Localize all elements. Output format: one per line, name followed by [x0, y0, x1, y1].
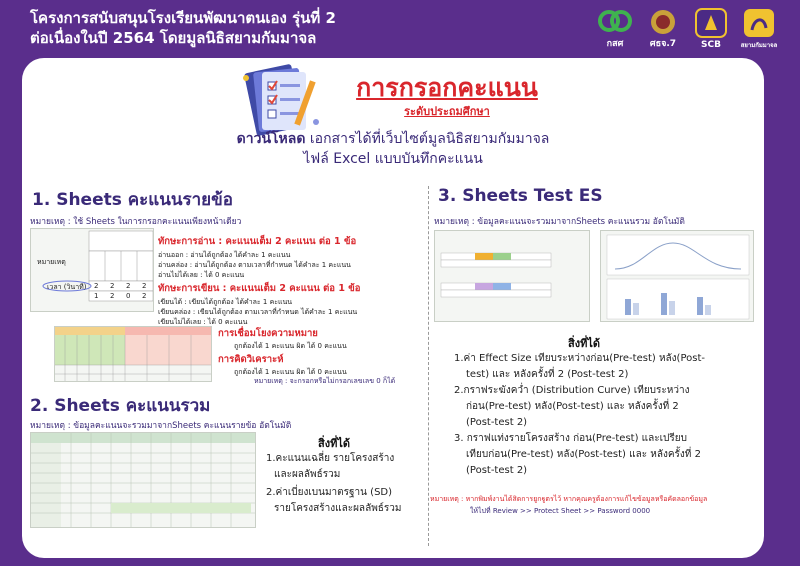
table-cell: 0: [126, 292, 131, 300]
download-bold-label[interactable]: ดาวน์โหลด: [236, 131, 306, 147]
section-divider: [428, 186, 429, 546]
table-cell: 2: [94, 282, 99, 290]
section1-table-thumbnail: [30, 228, 154, 312]
education-area-logo: ศธจ.7: [644, 8, 682, 50]
download-line1: [22, 128, 764, 150]
section3-get-item: 3. กราฟแท่งรายโครงสร้าง ก่อน(Pre-test) และเปรียบ: [454, 433, 687, 444]
writing-skill-line: เขียนได้ : เขียนได้ถูกต้อง ได้คำละ 1 คะแนน: [158, 298, 293, 306]
section2-note: หมายเหตุ : ข้อมูลคะแนนจะรวมมาจากSheets คะแนนรายข้อ อัตโนมัติ: [30, 421, 292, 431]
section2-heading: 2. Sheets คะแนนรวม: [30, 396, 211, 416]
section3-footnote2: ให้ไปที่ Review >> Protect Sheet >> Password 0000: [470, 507, 651, 515]
section3-es-thumbnail: [434, 230, 590, 322]
section3-get-item: 1.ค่า Effect Size เทียบระหว่างก่อน(Pre-test) หลัง(Post-: [454, 353, 705, 364]
table-cell: 1: [94, 292, 99, 300]
calc-skill-title: การคิดวิเคราะห์: [218, 354, 284, 365]
table-cell: 2: [142, 282, 147, 290]
header-title-line2: ต่อเนื่องในปี 2564 โดยมูลนิธิสยามกัมมาจล: [30, 29, 317, 47]
table-label: หมายเหตุ: [37, 258, 66, 266]
writing-skill-line: เขียนไม่ได้เลย : ได้ 0 คะแนน: [158, 318, 248, 326]
table-cell: 2: [126, 282, 131, 290]
table-row-label: เวลา (วินาที): [47, 283, 87, 291]
section2-get-item: รายโครงสร้างและผลลัพธ์รวม: [274, 503, 402, 514]
section3-get-title: สิ่งที่ได้: [568, 337, 601, 350]
writing-skill-line: เขียนคล่อง : เขียนได้ถูกต้อง ตามเวลาที่กำหนด ได้คำละ 1 คะแนน: [158, 308, 358, 316]
main-title: การกรอกคะแนน: [356, 73, 538, 102]
section2-get-title: สิ่งที่ได้: [318, 437, 351, 450]
header-bar: [0, 0, 800, 56]
reading-skill-line: อ่านคล่อง : อ่านได้ถูกต้อง ตามเวลาที่กำหนด ได้คำละ 1 คะแนน: [158, 261, 351, 269]
connect-skill-title: การเชื่อมโยงความหมาย: [218, 328, 318, 339]
section3-get-item: ก่อน(Pre-test) หลัง(Post-test) และ หลังครั้งที่ 2: [466, 401, 679, 412]
header-title-line1: โครงการสนับสนุนโรงเรียนพัฒนาตนเอง รุ่นที่ 2: [30, 9, 336, 27]
section2-get-item: 1.คะแนนเฉลี่ย รายโครงสร้าง: [266, 453, 395, 464]
section2-sheet-thumbnail: [30, 432, 256, 528]
table-cell: 2: [142, 292, 147, 300]
sub-title: ระดับประถมศึกษา: [404, 105, 490, 118]
table-cell: 2: [110, 282, 115, 290]
section3-footnote1: หมายเหตุ : หากพิมพ์งานได้สิดการยูกฐูตรไว้ หากคุณครูต้องการแก้ไขข้อมูลหรือคัดลอกข้อมูล: [430, 495, 708, 503]
section2-get-item: และผลลัพธ์รวม: [274, 469, 341, 480]
reading-skill-line: อ่านไม่ได้เลย : ได้ 0 คะแนน: [158, 271, 245, 279]
section3-get-item: (Post-test 2): [466, 417, 528, 428]
section3-get-item: เทียบก่อน(Pre-test) หลัง(Post-test) และ หลังครั้งที่ 2: [466, 449, 701, 460]
connect-skill-line: ถูกต้องได้ 1 คะแนน ผิด ได้ 0 คะแนน: [234, 342, 347, 350]
siam-kammajol-logo: สยามกัมมาจล: [740, 8, 778, 50]
section3-note: หมายเหตุ : ข้อมูลคะแนนจะรวมมาจากSheets คะแนนรวม อัตโนมัติ: [434, 217, 685, 227]
download-line2: ไฟล์ Excel แบบบันทึกคะแนน: [303, 151, 483, 167]
calc-skill-line: ถูกต้องได้ 1 คะแนน ผิด ได้ 0 คะแนน: [234, 368, 347, 376]
section3-chart-thumbnail: [600, 230, 754, 322]
section1-score-thumbnail: [54, 326, 212, 382]
reading-skill-line: อ่านออก : อ่านได้ถูกต้อง ได้คำละ 1 คะแนน: [158, 251, 291, 259]
section3-heading: 3. Sheets Test ES: [438, 186, 603, 206]
table-cell: 2: [110, 292, 115, 300]
form-checklist-icon: [232, 62, 324, 138]
writing-skill-title: ทักษะการเขียน : คะแนนเต็ม 2 คะแนน ต่อ 1 ข้อ: [158, 283, 361, 294]
section2-get-item: 2.ค่าเบี่ยงเบนมาตรฐาน (SD): [266, 487, 393, 498]
partner-logos: [596, 8, 778, 50]
section1-heading: 1. Sheets คะแนนรายข้อ: [32, 190, 233, 210]
kosor-logo: กสศ: [596, 8, 634, 50]
section1-small-note: หมายเหตุ : จะกรอกหรือไม่กรอกเลขเลข 0 ก็ได้: [254, 377, 396, 385]
section3-get-item: test) และ หลังครั้งที่ 2 (Post-test 2): [466, 369, 629, 380]
scb-logo: SCB: [692, 8, 730, 50]
download-line1-text: เอกสารได้ที่เว็บไซต์มูลนิธิสยามกัมมาจล: [305, 131, 550, 147]
section3-get-item: 2.กราฟระฆังคว่ำ (Distribution Curve) เทียบระหว่าง: [454, 385, 690, 396]
section1-note: หมายเหตุ : ใช้ Sheets ในการกรอกคะแนนเพียงหน้าเดียว: [30, 217, 242, 227]
section3-get-item: (Post-test 2): [466, 465, 528, 476]
content-card: [22, 58, 764, 558]
reading-skill-title: ทักษะการอ่าน : คะแนนเต็ม 2 คะแนน ต่อ 1 ข้อ: [158, 236, 357, 247]
